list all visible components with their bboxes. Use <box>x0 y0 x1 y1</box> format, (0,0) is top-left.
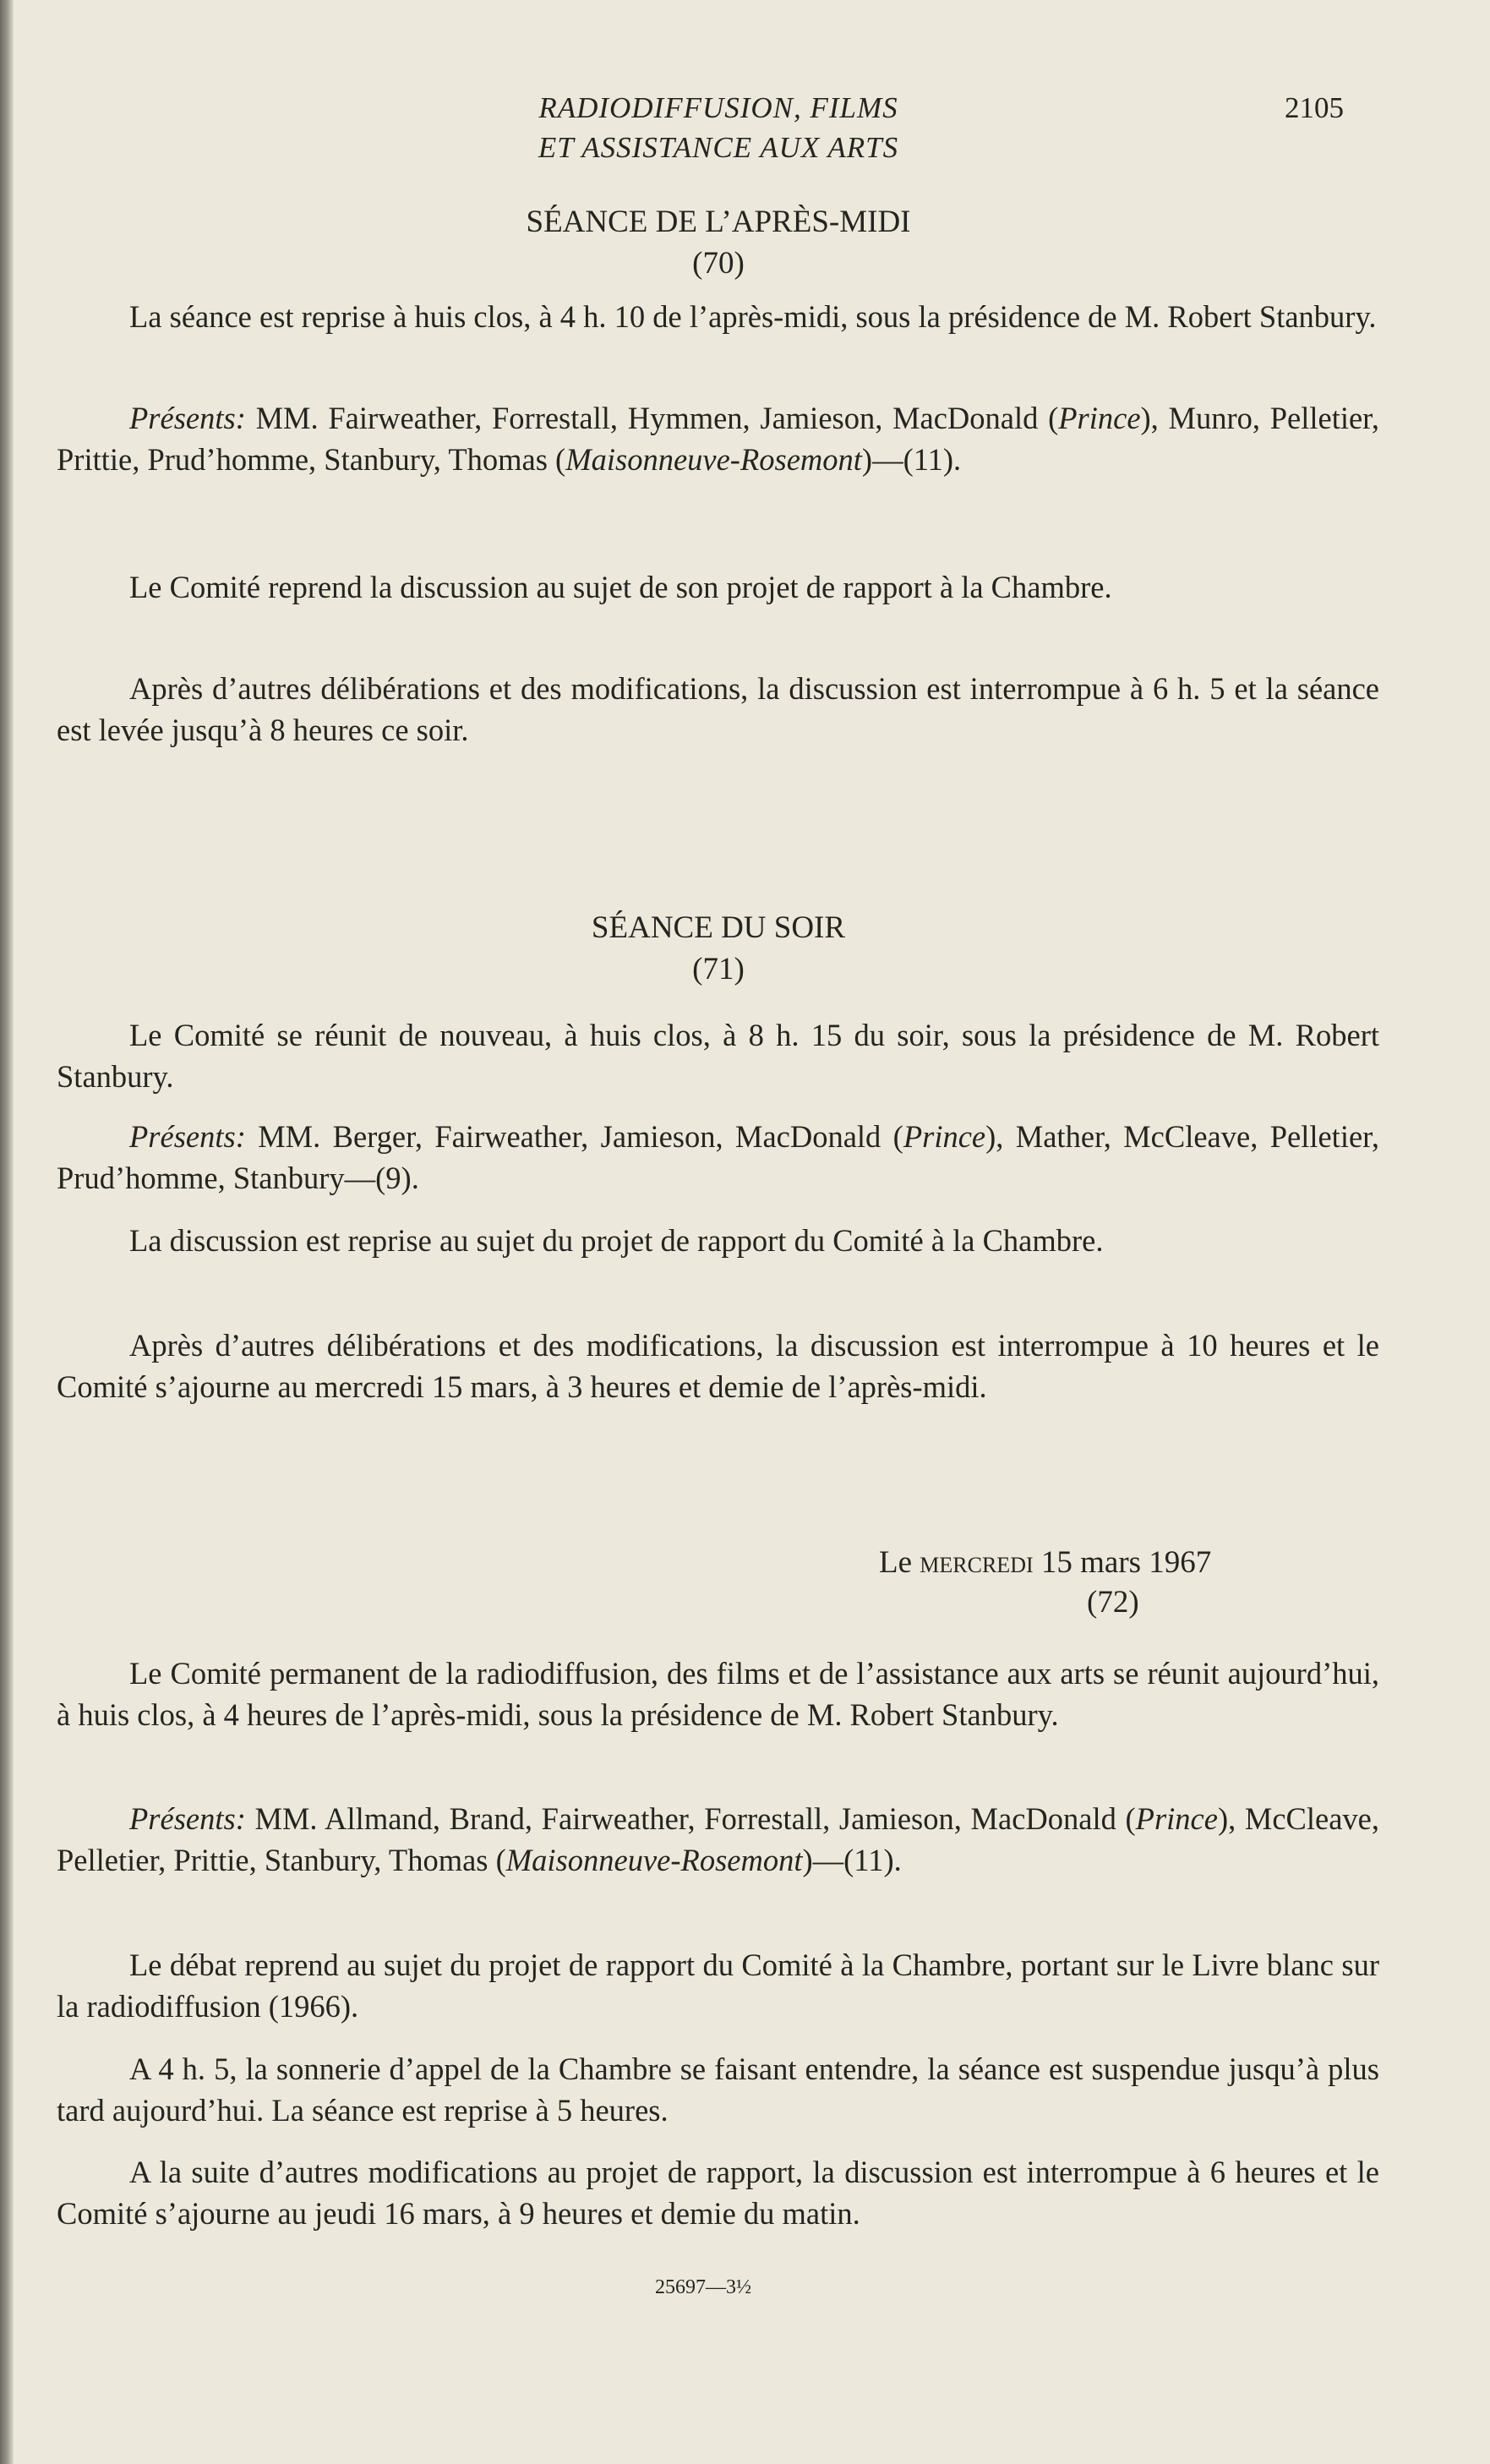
wednesday-paragraph-suspension: A 4 h. 5, la sonnerie d’appel de la Chambre se faisant entendre, la séance est suspendue jusqu’à plus tard aujourd’hui. La séance est reprise à 5 heures. <box>57 2052 1379 2128</box>
running-header-title <box>389 88 1048 167</box>
afternoon-paragraph-resume: Le Comité reprend la discussion au sujet de son projet de rapport à la Chambre. <box>129 570 1112 604</box>
evening-session-heading <box>389 907 1048 990</box>
afternoon-paragraph-present: Présents: MM. Fairweather, Forrestall, Hymmen, Jamieson, MacDonald (Prince), Munro, Pelletier, Prittie, Prud’homme, Stanbury, Thomas (Maisonneuve-Rosemont)—(11). <box>57 401 1379 477</box>
wednesday-paragraph-opening: Le Comité permanent de la radiodiffusion, des films et de l’assistance aux arts se réunit aujourd’hui, à huis clos, à 4 heures de l’après-midi, sous la présidence de M. Robert Stanbury. <box>57 1656 1379 1732</box>
printer-code: 25697—3½ <box>655 2276 751 2298</box>
afternoon-session-title: SÉANCE DE L’APRÈS-MIDI <box>526 205 911 239</box>
weekday: mercredi <box>920 1545 1034 1580</box>
afternoon-paragraph-adjourn: Après d’autres délibérations et des modifications, la discussion est interrompue à 6 h. 5 et la séance est levée jusqu’à 8 heures ce soir. <box>57 671 1379 747</box>
evening-paragraph-present: Présents: MM. Berger, Fairweather, Jamieson, MacDonald (Prince), Mather, McCleave, Pelletier, Prud’homme, Stanbury—(9). <box>57 1119 1379 1195</box>
wednesday-paragraph-adjourn: A la suite d’autres modifications au projet de rapport, la discussion est interrompue à 6 heures et le Comité s’ajourne au jeudi 16 mars, à 9 heures et demie du matin. <box>57 2155 1379 2231</box>
evening-paragraph-resume: La discussion est reprise au sujet du projet de rapport du Comité à la Chambre. <box>129 1223 1104 1258</box>
afternoon-paragraph-opening: La séance est reprise à huis clos, à 4 h. 10 de l’après-midi, sous la présidence de M. Robert Stanbury. <box>129 299 1377 334</box>
afternoon-session-heading <box>389 201 1048 284</box>
evening-session-title: SÉANCE DU SOIR <box>591 910 846 945</box>
present-label: Présents: <box>129 401 246 435</box>
present-label: Présents: <box>129 1801 246 1836</box>
evening-paragraph-adjourn: Après d’autres délibérations et des modifications, la discussion est interrompue à 10 heures et le Comité s’ajourne au mercredi 15 mars, à 3 heures et demie de l’après-midi. <box>57 1328 1379 1404</box>
running-header-line-1: RADIODIFFUSION, FILMS <box>538 91 898 124</box>
wednesday-paragraph-debate: Le débat reprend au sujet du projet de rapport du Comité à la Chambre, portant sur le Livre blanc sur la radiodiffusion (1966). <box>57 1948 1379 2024</box>
afternoon-session-number: (70) <box>692 246 745 281</box>
present-label: Présents: <box>129 1119 246 1154</box>
evening-session-number: (71) <box>692 952 745 986</box>
session-dateline: Le mercredi 15 mars 1967 <box>879 1545 1212 1580</box>
wednesday-session-number: (72) <box>1087 1585 1139 1620</box>
evening-paragraph-opening: Le Comité se réunit de nouveau, à huis clos, à 8 h. 15 du soir, sous la présidence de M. Robert Stanbury. <box>57 1018 1379 1094</box>
page-number: 2105 <box>1285 91 1344 124</box>
wednesday-paragraph-present: Présents: MM. Allmand, Brand, Fairweather, Forrestall, Jamieson, MacDonald (Prince), McCleave, Pelletier, Prittie, Stanbury, Thomas (Maisonneuve-Rosemont)—(11). <box>57 1801 1379 1877</box>
running-header-line-2: ET ASSISTANCE AUX ARTS <box>538 131 899 164</box>
